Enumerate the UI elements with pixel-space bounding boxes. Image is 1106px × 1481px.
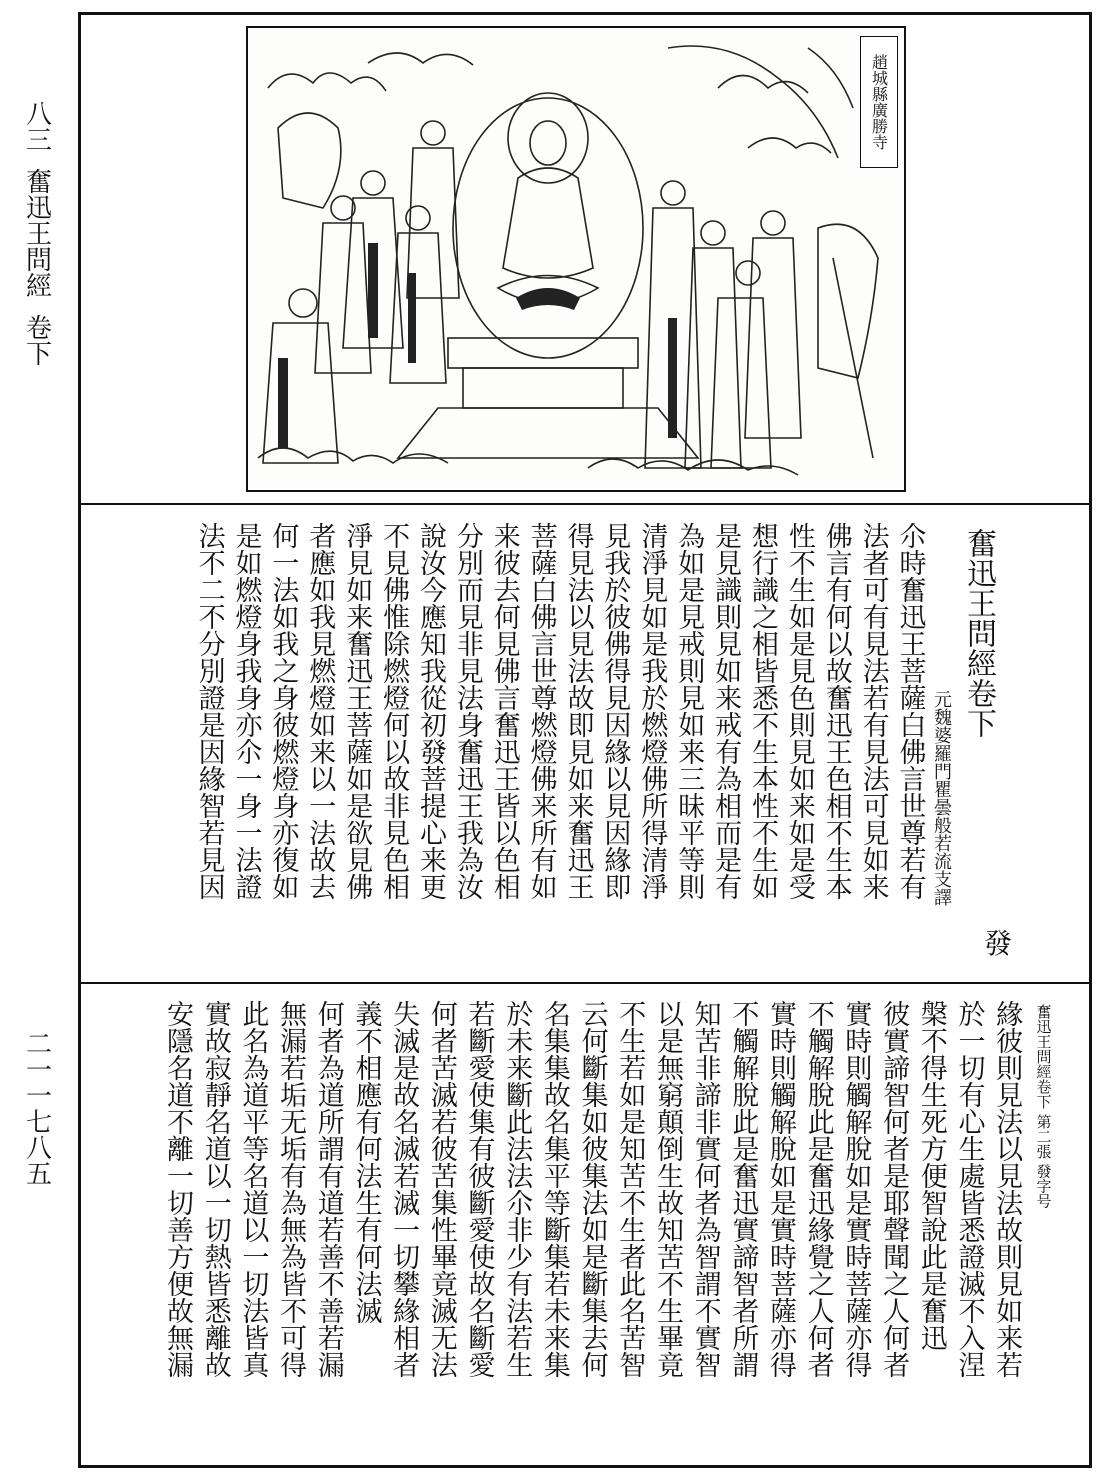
text-column [422, 1000, 460, 1450]
text-column [158, 1000, 196, 1450]
column-text: 彼實諦智何者是耶聲聞之人何者 [878, 1000, 910, 1378]
column-text: 是見識則見如来戒有為相而是有 [710, 522, 742, 900]
column-text: 實故寂靜名道以一切熱皆悉離故 [199, 1000, 231, 1378]
text-column [485, 522, 522, 972]
column-text: 安隱名道不離一切善方便故無漏 [162, 1000, 194, 1378]
column-text: 尒時奮迅王菩薩白佛言世尊若有 [894, 522, 926, 900]
text-column [522, 522, 559, 972]
text-section-1 [168, 522, 928, 972]
section-divider-top [78, 503, 1092, 505]
text-column [837, 1000, 875, 1450]
text-column [799, 1000, 837, 1450]
text-column [264, 522, 301, 972]
text-column [309, 1000, 347, 1450]
column-text: 不生若如是知苦不生者此名苦智 [614, 1000, 646, 1378]
text-column [375, 522, 412, 972]
column-text: 此名為道平等名道以一切法皆真 [237, 1000, 269, 1378]
column-text: 何一法如我之身彼燃燈身亦復如 [267, 522, 299, 900]
margin-fascicle: 卷下 [21, 314, 52, 366]
column-text: 若斷愛使集有彼斷愛使故名斷愛 [463, 1000, 495, 1378]
text-column [891, 522, 928, 972]
column-text: 何者為道所謂有道若善不善若漏 [312, 1000, 344, 1378]
column-text: 法不二不分別證是因緣智若見因 [193, 522, 225, 900]
column-text: 實時則觸解脫如是實時菩薩亦得 [840, 1000, 872, 1378]
temple-cartouche [860, 36, 898, 168]
folio-text: 奮迅王問經卷下 第二張 發字号 [1034, 1004, 1053, 1209]
margin-title-column [14, 100, 58, 366]
page-number: 二一一七八五 [21, 1030, 52, 1186]
text-column [817, 522, 854, 972]
text-column [744, 522, 781, 972]
text-column [559, 522, 596, 972]
heading-text: 奮迅王問經卷下 [961, 528, 996, 738]
text-column [497, 1000, 535, 1450]
text-column [596, 522, 633, 972]
text-column [874, 1000, 912, 1450]
text-column [347, 1000, 385, 1450]
column-text: 淨見如来奮迅王菩薩如是欲見佛 [341, 522, 373, 900]
column-text: 性不生如是見色則見如来如是受 [783, 522, 815, 900]
column-text: 實時則觸解脫如是實時菩薩亦得 [765, 1000, 797, 1378]
column-text: 菩薩白佛言世尊燃燈佛来所有如 [525, 522, 557, 900]
text-column [648, 1000, 686, 1450]
text-column [338, 522, 375, 972]
cartouche-text: 趙城縣廣勝寺 [869, 54, 889, 150]
column-text: 見我於彼佛得見因緣以見因緣即 [599, 522, 631, 900]
column-text: 分別而見非見法身奮迅王我為汝 [451, 522, 483, 900]
text-column [761, 1000, 799, 1450]
column-text: 義不相應有何法生有何法滅 [350, 1000, 382, 1324]
text-column [271, 1000, 309, 1450]
column-text: 知苦非諦非實何者為智謂不實智 [689, 1000, 721, 1378]
margin-page-number [14, 1030, 58, 1186]
column-text: 無漏若垢无垢有為無為皆不可得 [275, 1000, 307, 1378]
text-column [190, 522, 227, 972]
text-column [686, 1000, 724, 1450]
text-column [384, 1000, 422, 1450]
text-column [448, 522, 485, 972]
translator-credit [928, 690, 954, 906]
column-text: 為如是見戒則見如来三昧平等則 [673, 522, 705, 900]
column-text: 得見法以見法故即見如来奮迅王 [562, 522, 594, 900]
column-text: 法者可有見法若有見法可見如来 [857, 522, 889, 900]
column-text: 者應如我見燃燈如来以一法故去 [304, 522, 336, 900]
column-text: 於未来斷此法法尒非少有法若生 [501, 1000, 533, 1378]
volume-number: 八三 [21, 100, 52, 152]
text-column [227, 522, 264, 972]
text-column [707, 522, 744, 972]
text-column [610, 1000, 648, 1450]
column-text: 槃不得生死方便智說此是奮迅 [915, 1000, 947, 1351]
translator-text: 元魏婆羅門瞿曇般若流支譯 [931, 690, 952, 906]
column-text: 以是無窮顛倒生故知苦不生畢竟 [651, 1000, 683, 1378]
column-text: 云何斷集如彼集法如是斷集去何 [576, 1000, 608, 1378]
column-text: 說汝今應知我從初發菩提心来更 [414, 522, 446, 900]
text-column [950, 1000, 988, 1450]
text-column [987, 1000, 1025, 1450]
text-column [724, 1000, 762, 1450]
text-column [780, 522, 817, 972]
column-text: 不觸解脫此是奮迅緣覺之人何者 [802, 1000, 834, 1378]
section-divider-bottom [78, 982, 1092, 984]
text-column [412, 522, 449, 972]
text-column [301, 522, 338, 972]
folio-label [1030, 1004, 1056, 1209]
text-column [196, 1000, 234, 1450]
text-column [912, 1000, 950, 1450]
text-column [234, 1000, 272, 1450]
margin-sutra-title: 奮迅王問經 [21, 168, 52, 298]
text-column [460, 1000, 498, 1450]
text-section-2 [120, 1000, 1025, 1450]
text-column [535, 1000, 573, 1450]
frontispiece-illustration [246, 26, 906, 492]
text-column [573, 1000, 611, 1450]
sutra-heading [958, 528, 998, 738]
column-text: 想行識之相皆悉不生本性不生如 [746, 522, 778, 900]
column-text: 失滅是故名滅若滅一切攀緣相者 [388, 1000, 420, 1378]
column-text: 名集集故名集平等斷集若未来集 [538, 1000, 570, 1378]
text-column [633, 522, 670, 972]
column-text: 於一切有心生處皆悉證滅不入涅 [953, 1000, 985, 1378]
woodblock-drawing [248, 28, 906, 492]
column-text: 何者苦滅若彼苦集性畢竟滅无法 [425, 1000, 457, 1378]
column-text: 不觸解脫此是奮迅實諦智者所謂 [727, 1000, 759, 1378]
text-column [670, 522, 707, 972]
column-text: 佛言有何以故奮迅王色相不生本 [820, 522, 852, 900]
column-text: 不見佛惟除燃燈何以故非見色相 [378, 522, 410, 900]
column-text: 緣彼則見法以見法故則見如来若 [991, 1000, 1023, 1378]
text-column [854, 522, 891, 972]
column-text: 清淨見如是我於燃燈佛所得清淨 [636, 522, 668, 900]
column-text: 来彼去何見佛言奮迅王皆以色相 [488, 522, 520, 900]
column-text: 是如燃燈身我身亦尒一身一法證 [230, 522, 262, 900]
character-mark: 發 [984, 927, 1013, 960]
